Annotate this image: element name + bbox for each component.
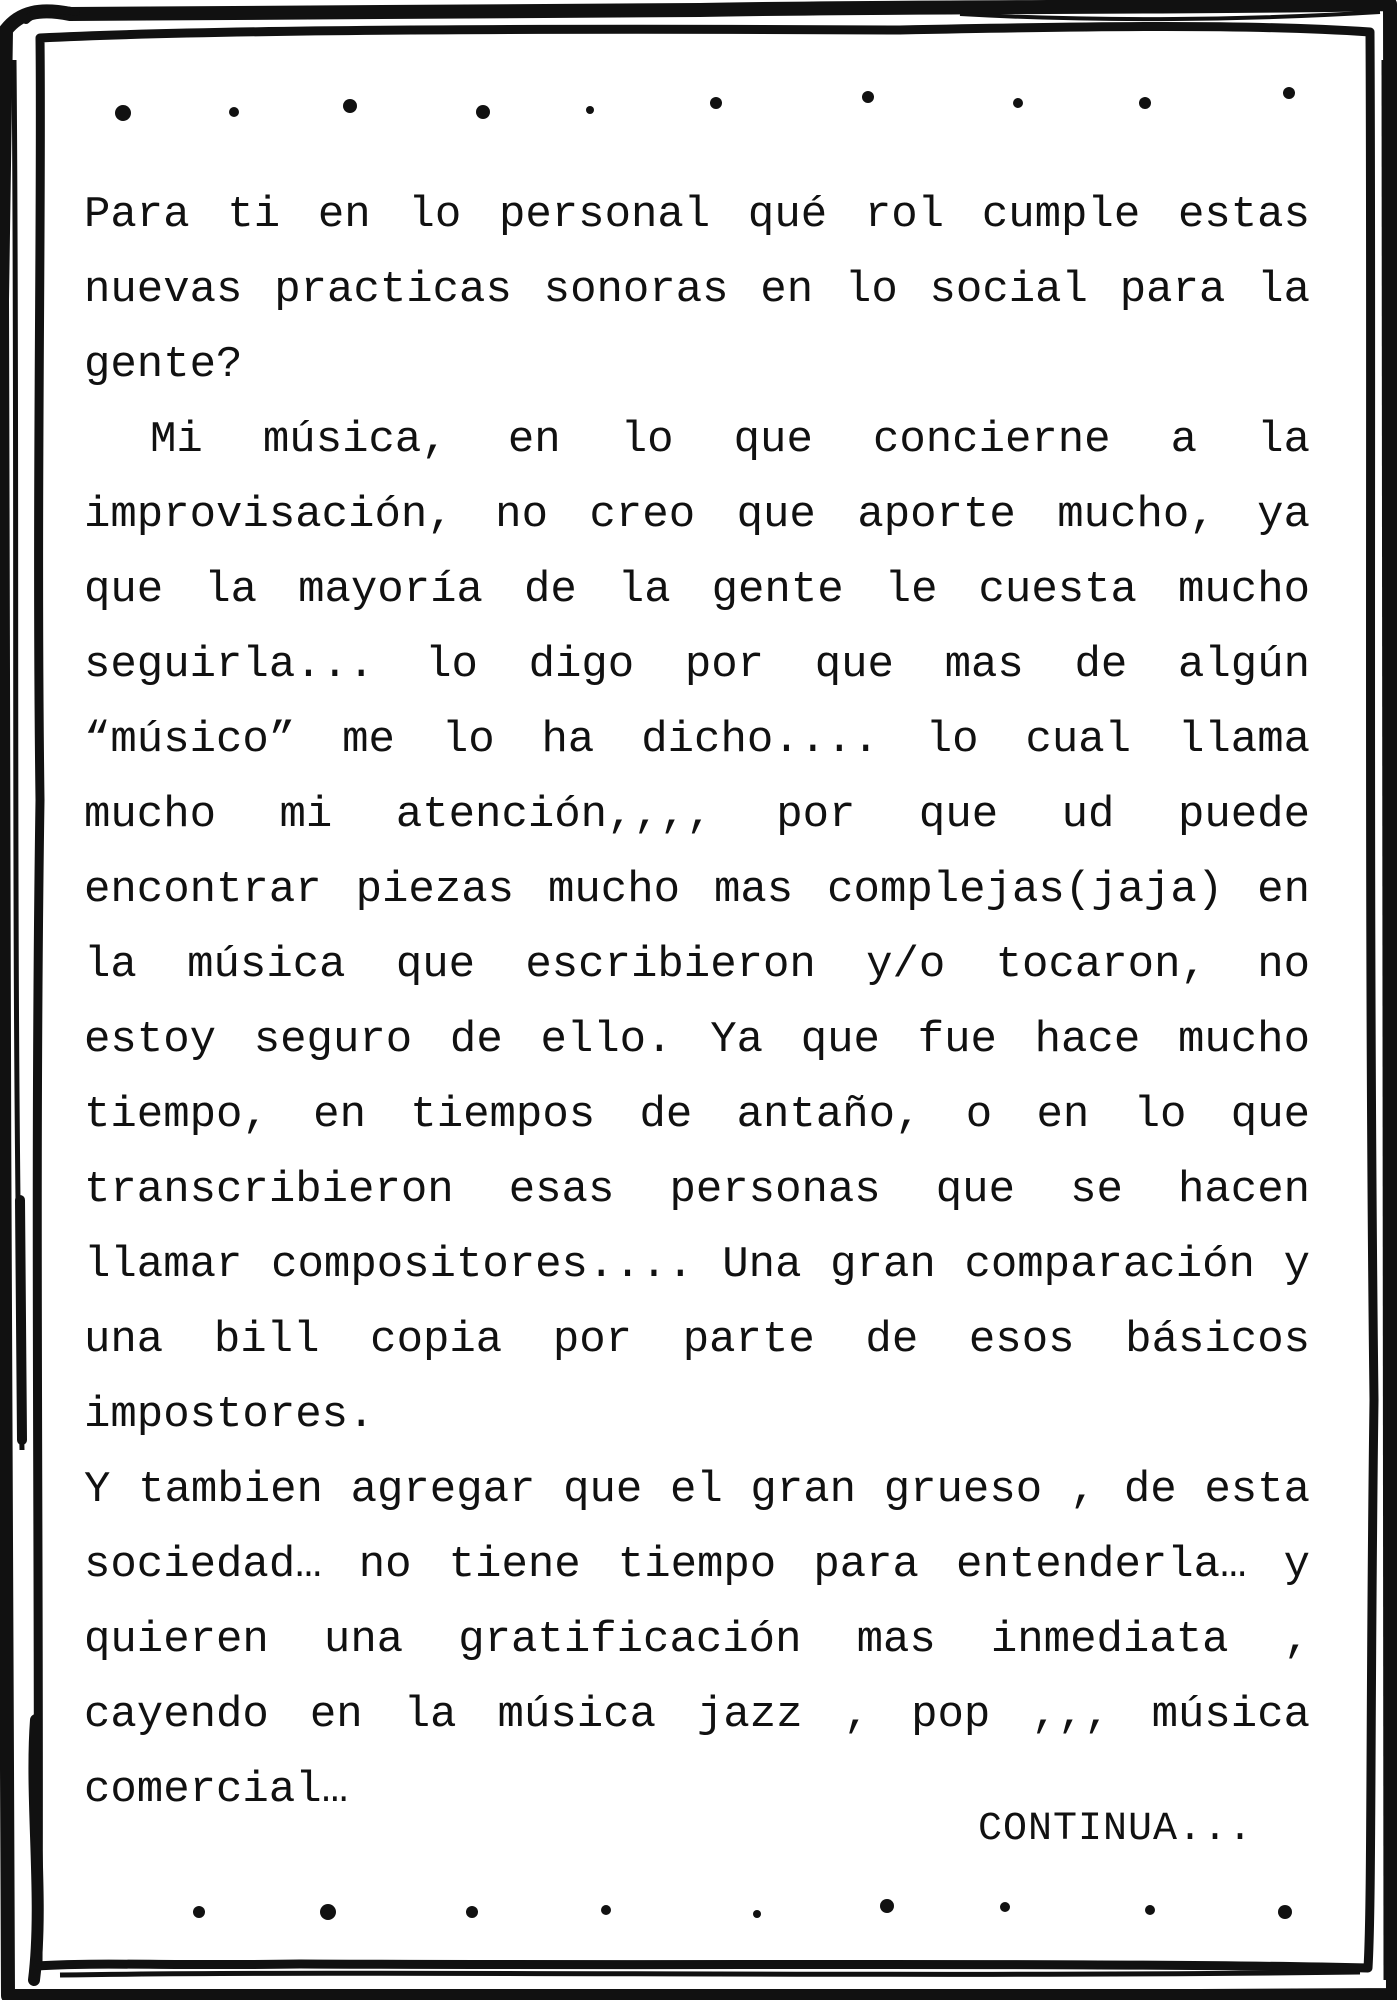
document-body — [84, 178, 1310, 1828]
interview-question: Para ti en lo personal qué rol cumple estas nuevas practicas sonoras en lo social para la gente? — [84, 190, 1310, 390]
continue-label: CONTINUA... — [977, 1807, 1253, 1852]
answer-paragraph-2: Y tambien agregar que el gran grueso , de esta sociedad… no tiene tiempo para entenderla… y quieren una gratificación mas inmediata , cayendo en la música jazz , pop ,,, música comercial… — [84, 1465, 1310, 1815]
answer-paragraph-1: Mi música, en lo que concierne a la improvisación, no creo que aporte mucho, ya que la mayoría de la gente le cuesta mucho seguirla... lo digo por que mas de algún “músico” me lo ha dicho.... lo cual llama mucho mi atención,,,, por que ud puede encontrar piezas mucho mas complejas(jaja) en la música que escribieron y/o tocaron, no estoy seguro de ello. Ya que fue hace mucho tiempo, en tiempos de antaño, o en lo que transcribieron esas personas que se hacen llamar compositores.... Una gran comparación y una bill copia por parte de esos básicos impostores. — [84, 415, 1310, 1440]
